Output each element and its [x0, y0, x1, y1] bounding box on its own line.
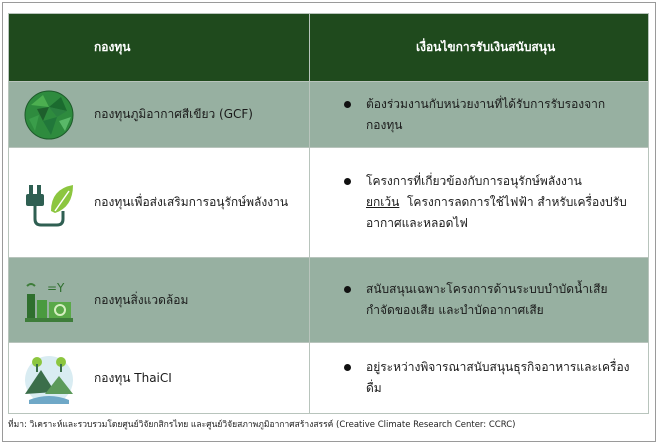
conditions-list	[310, 171, 648, 234]
table-row	[9, 82, 649, 148]
table-row	[9, 148, 649, 258]
condition-item: อยู่ระหว่างพิจารณาสนับสนุนธุรกิจอาหารและเครื่องดื่ม	[366, 357, 632, 399]
conditions-cell	[310, 258, 649, 343]
header-fund: กองทุน	[9, 14, 310, 82]
table-row	[9, 343, 649, 414]
condition-text: โครงการที่เกี่ยวข้องกับการอนุรักษ์พลังงาน	[366, 174, 582, 188]
fund-cell	[9, 148, 310, 258]
condition-item: สนับสนุนเฉพาะโครงการด้านระบบบำบัดน้ำเสีย กำจัดของเสีย และบำบัดอากาศเสีย	[366, 279, 632, 321]
table-header-row	[9, 14, 649, 82]
condition-item: ต้องร่วมงานกับหน่วยงานที่ได้รับการรับรองจากกองทุน	[366, 94, 632, 136]
plug-leaf-icon	[21, 175, 77, 231]
fund-cell	[9, 258, 310, 343]
conditions-cell	[310, 82, 649, 148]
fund-cell	[9, 82, 310, 148]
source-note: ที่มา: วิเคราะห์และรวบรวมโดยศูนย์วิจัยกสิกรไทย และศูนย์วิจัยสภาพภูมิอากาศสร้างสรรค์ (Creative Climate Research Center: CCRC)	[8, 420, 516, 430]
factory-recycle-icon	[21, 272, 77, 328]
fund-name: กองทุน ThaiCI	[94, 370, 172, 385]
nature-landscape-icon	[21, 350, 77, 406]
svg-text:=Y: =Y	[47, 281, 65, 295]
conditions-cell	[310, 343, 649, 414]
fund-name: กองทุนภูมิอากาศสีเขียว (GCF)	[94, 107, 253, 121]
header-conditions: เงื่อนไขการรับเงินสนับสนุน	[310, 14, 649, 82]
conditions-list	[310, 357, 648, 399]
fund-table	[8, 13, 649, 414]
fund-name: กองทุนเพื่อส่งเสริมการอนุรักษ์พลังงาน	[94, 195, 289, 209]
conditions-list	[310, 279, 648, 321]
table-row	[9, 258, 649, 343]
fund-name: กองทุนสิ่งแวดล้อม	[94, 292, 189, 307]
condition-item	[366, 171, 632, 234]
condition-rest: โครงการลดการใช้ไฟฟ้า สำหรับเครื่องปรับอากาศและหลอดไฟ	[366, 195, 627, 230]
green-earth-icon	[21, 87, 77, 143]
conditions-cell	[310, 148, 649, 258]
conditions-list	[310, 94, 648, 136]
fund-cell	[9, 343, 310, 414]
exception-label: ยกเว้น	[366, 195, 400, 209]
